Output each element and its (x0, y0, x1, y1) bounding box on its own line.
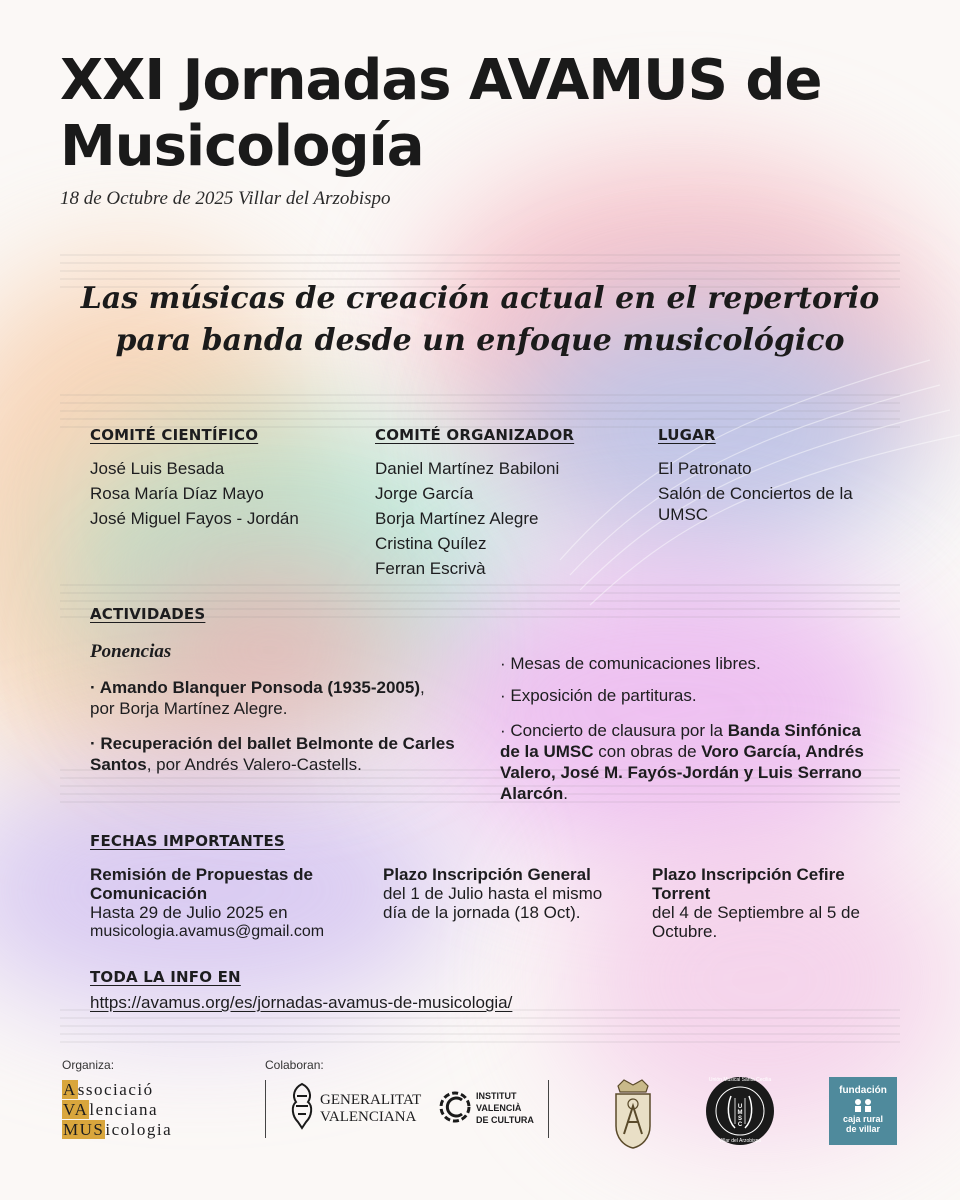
comite-cientifico (90, 426, 360, 531)
fecha-cefire-body: del 4 de Septiembre al 5 de Octubre. (652, 903, 860, 941)
ponencia-item (90, 733, 480, 775)
concierto-text: · Concierto de clausura por la (500, 721, 728, 740)
fecha-general (383, 865, 638, 922)
generalitat-emblem-icon (288, 1082, 316, 1130)
colaboran-label: Colaboran: (265, 1058, 324, 1072)
villar-crest-icon (608, 1076, 658, 1150)
ponencia-author: , por Borja Martínez Alegre. (90, 678, 425, 718)
info-link[interactable]: https://avamus.org/es/jornadas-avamus-de-musicologia/ (90, 993, 513, 1012)
lugar (658, 426, 883, 525)
organizador-member: Cristina Quílez (375, 534, 487, 553)
fecha-remision-email: musicologia.avamus@gmail.com (90, 923, 325, 940)
subtitle-line1: Las músicas de creación actual en el repertorio (80, 281, 880, 316)
cientifico-member: José Miguel Fayos - Jordán (90, 509, 299, 528)
fecha-remision-title: Remisión de Propuestas de Comunicación (90, 865, 313, 903)
fundacion-line2: caja rural (842, 1114, 884, 1124)
avamus-letters: A (63, 1080, 77, 1099)
lugar-heading: LUGAR (658, 426, 716, 444)
organizador-member: Daniel Martínez Babiloni (375, 459, 560, 478)
actividad-mesas: · Mesas de comunicaciones libres. (500, 654, 761, 673)
poster-title-line1: XXI Jornadas AVAMUS de (60, 48, 822, 113)
generalitat-line1: GENERALITAT (320, 1092, 422, 1108)
info-heading: TODA LA INFO EN (90, 968, 241, 986)
ponencias-label: Ponencias (90, 641, 172, 662)
comite-cientifico-heading: COMITÉ CIENTÍFICO (90, 426, 259, 444)
ponencia-title: · Amando Blanquer Ponsoda (1935-2005) (90, 678, 421, 697)
ivc-line2: VALENCIÀ (476, 1103, 522, 1113)
organiza-label: Organiza: (62, 1058, 115, 1072)
avamus-logo (62, 1080, 172, 1140)
umsc-logo (705, 1076, 775, 1151)
fecha-remision (90, 865, 375, 941)
fecha-cefire-title: Plazo Inscripción Cefire Torrent (652, 865, 845, 903)
date-place: 18 de Octubre de 2025 Villar del Arzobispo (60, 188, 391, 209)
fechas-heading: FECHAS IMPORTANTES (90, 832, 285, 850)
poster-subtitle (60, 278, 900, 362)
concierto-text: con obras de (593, 742, 702, 761)
avamus-logo-row (62, 1100, 172, 1120)
concierto-composers: Voro García, Andrés Valero, José M. Fayós-Jordán y Luis Serrano Alarcón (500, 742, 864, 803)
comite-organizador (375, 426, 635, 581)
organizador-member: Jorge García (375, 484, 474, 503)
concierto-banda: Banda Sinfónica de la UMSC (500, 721, 861, 761)
organizador-member: Ferran Escrivà (375, 559, 486, 578)
avamus-letters: MUS (63, 1120, 105, 1139)
fundacion-logo (829, 1077, 897, 1145)
comite-organizador-heading: COMITÉ ORGANIZADOR (375, 426, 575, 444)
ivc-emblem-icon (438, 1090, 472, 1124)
subtitle-line2: para banda desde un enfoque musicológico (115, 323, 845, 358)
fundacion-line1: fundación (839, 1085, 887, 1096)
cientifico-member: Rosa María Díaz Mayo (90, 484, 264, 503)
ivc-line3: DE CULTURA (476, 1115, 534, 1125)
lugar-line: Salón de Conciertos de la UMSC (658, 484, 853, 524)
umsc-ring-top: Unión Musical Santa Cecilia (708, 1077, 772, 1083)
lugar-line: El Patronato (658, 459, 752, 478)
avamus-logo-row (62, 1120, 172, 1140)
ponencia-author: , por Andrés Valero-Castells. (146, 755, 362, 774)
organizador-member: Borja Martínez Alegre (375, 509, 539, 528)
cientifico-member: José Luis Besada (90, 459, 225, 478)
poster-title (60, 48, 920, 180)
fecha-remision-line: Hasta 29 de Julio 2025 en (90, 903, 288, 922)
people-icon (853, 1098, 873, 1112)
actividades-heading: ACTIVIDADES (90, 605, 206, 623)
generalitat-line2: VALENCIANA (320, 1109, 417, 1125)
ponencia-item (90, 677, 450, 719)
fecha-general-title: Plazo Inscripción General (383, 865, 591, 884)
fecha-general-body: del 1 de Julio hasta el mismo día de la jornada (18 Oct). (383, 884, 603, 922)
actividad-concierto (500, 720, 872, 804)
fundacion-line3: de villar (845, 1124, 881, 1134)
ponencia-title: · Recuperación del ballet Belmonte de Carles Santos (90, 734, 455, 774)
actividad-exposicion: · Exposición de partituras. (500, 686, 697, 705)
footer-divider (265, 1080, 266, 1138)
poster-title-line2: Musicología (60, 114, 424, 179)
villar-crest-logo (608, 1076, 658, 1155)
footer-divider (548, 1080, 549, 1138)
avamus-logo-row (62, 1080, 172, 1100)
avamus-word: lenciana (89, 1100, 159, 1119)
concierto-text: . (563, 784, 569, 803)
fecha-cefire (652, 865, 892, 941)
ivc-line1: INSTITUT (476, 1091, 517, 1101)
avamus-word: icologia (105, 1120, 173, 1139)
umsc-initials: UMSC (737, 1104, 743, 1128)
avamus-word: ssociació (77, 1080, 154, 1099)
umsc-ring-bottom: Villar del Arzobispo (718, 1138, 762, 1144)
avamus-letters: VA (63, 1100, 89, 1119)
